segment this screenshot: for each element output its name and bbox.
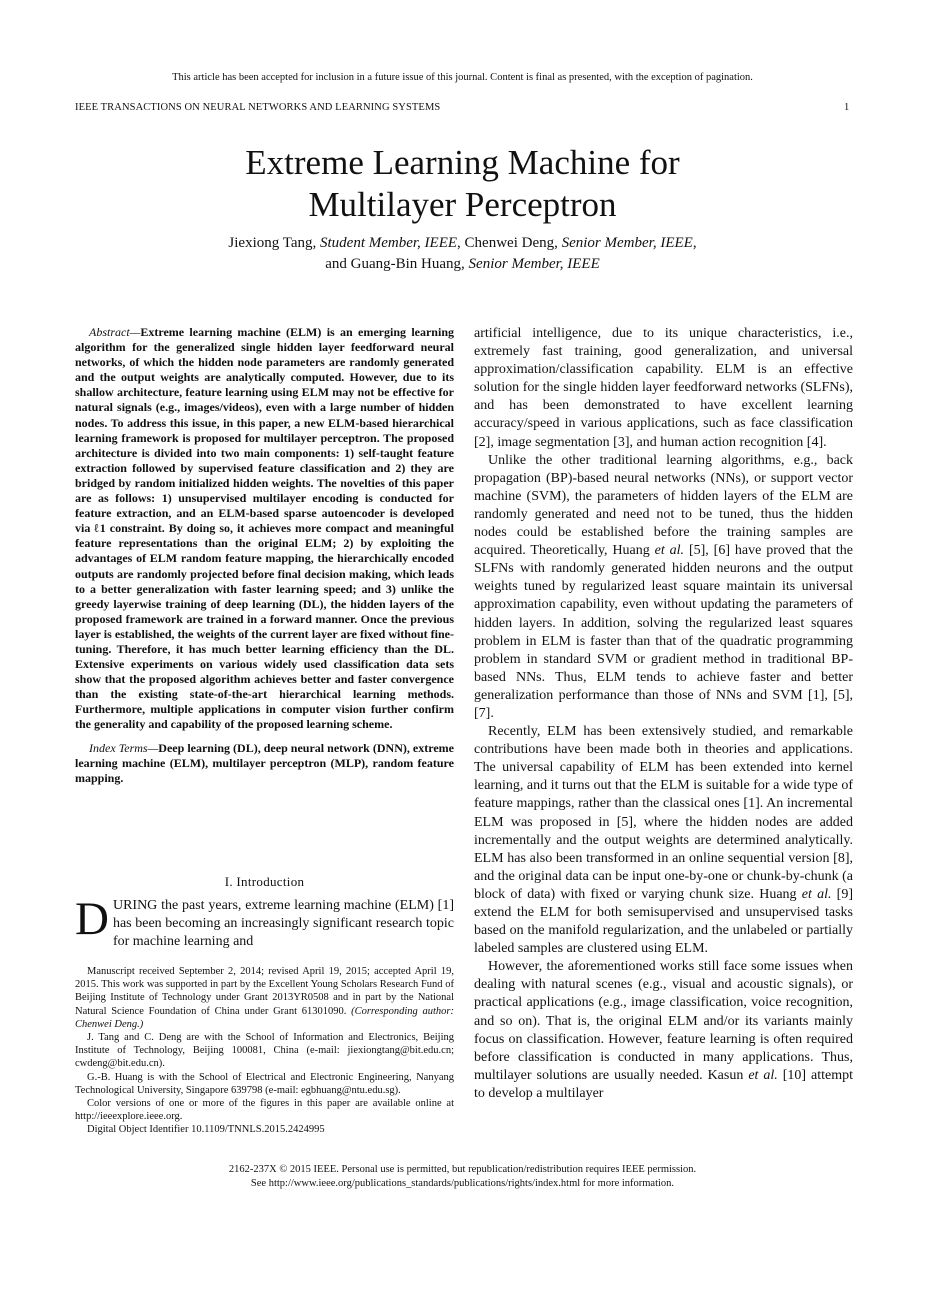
index-terms-label: Index Terms— <box>89 740 159 755</box>
author-name: and Guang-Bin Huang, <box>325 256 469 272</box>
footnote-color: Color versions of one or more of the figures in this paper are available online at http://ieeexplore.ieee.org. <box>75 1098 454 1123</box>
footnotes <box>75 965 454 1137</box>
title-line-2: Multilayer Perceptron <box>308 185 617 224</box>
author-role: Senior Member, IEEE <box>561 235 693 251</box>
abstract-label: Abstract— <box>89 325 141 339</box>
footnote-doi: Digital Object Identifier 10.1109/TNNLS.2015.2424995 <box>87 1124 325 1136</box>
drop-cap: D <box>75 893 109 945</box>
page-number: 1 <box>844 102 850 113</box>
paragraph: artificial intelligence, due to its unique characteristics, i.e., extremely fast training, good generalization, and universal approximation/classification capability. ELM is an effective solution for the single hidden layer feedforward networks (SLFNs), and has been demonstrated to have excellent learning accuracy/speed in various applications, such as face classification [2], image segmentation [3], and human action recognition [4]. <box>474 326 853 450</box>
copyright-footer <box>0 1163 925 1191</box>
introduction-text <box>75 893 454 951</box>
footnote-affiliation-2: G.-B. Huang is with the School of Electrical and Electronic Engineering, Nanyang Technological University, Singapore 639798 (e-mail: egbhuang@ntu.edu.sg). <box>75 1071 454 1096</box>
author-role: Senior Member, IEEE <box>468 256 600 272</box>
abstract-block <box>75 325 454 786</box>
author-role: Student Member, IEEE <box>320 235 458 251</box>
authors-line-1: Jiexiong Tang, Student Member, IEEE, Chenwei Deng, Senior Member, IEEE, <box>228 235 697 251</box>
index-terms <box>75 741 454 786</box>
intro-paragraph-text: URING the past years, extreme learning machine (ELM) [1] has been becoming an increasingly significant research topic for machine learning and <box>112 898 454 949</box>
footnote-affiliation-1: J. Tang and C. Deng are with the School of Information and Electronics, Beijing Institute of Technology, Beijing 100081, China (e-mail: jiexiongtang@bit.edu.cn; cwdeng@bit.edu.cn). <box>75 1032 454 1070</box>
right-column-text <box>474 325 853 1103</box>
abstract-text: Extreme learning machine (ELM) is an emerging learning algorithm for the generalized single hidden layer feedforward neural networks, of which the hidden node parameters are randomly generated and the output weights are analytically computed. However, due to its shallow architecture, feature learning using ELM may not be effective for natural signals (e.g., images/videos), even with a large number of hidden nodes. To address this issue, in this paper, a new ELM-based hierarchical learning framework is proposed for multilayer perceptron. The proposed architecture is divided into two main components: 1) self-taught feature extraction followed by supervised feature classification and 2) they are bridged by random initialized hidden weights. The novelties of this paper are as follows: 1) unsupervised multilayer encoding is conducted for feature extraction, and an ELM-based sparse autoencoder is developed via ℓ1 constraint. By doing so, it achieves more compact and meaningful feature representations than the original ELM; 2) by exploiting the advantages of ELM random feature mapping, the hierarchically encoded outputs are randomly projected before final decision making, which leads to a better generalization with faster learning speed; and 3) unlike the greedy layerwise training of deep learning (DL), the hidden layers of the proposed framework are trained in a forward manner. Once the previous layer is established, the weights of the current layer are fixed without fine-tuning. Therefore, it has much better learning efficiency than the DL. Extensive experiments on various widely used classification data sets show that the proposed algorithm achieves better and faster convergence than the existing state-of-the-art hierarchical learning methods. Furthermore, multiple applications in computer vision further confirm the generality and capability of the proposed learning scheme. <box>75 325 454 732</box>
author-list <box>0 233 925 275</box>
author-name: Chenwei Deng, <box>464 235 562 251</box>
copyright-line-2: See http://www.ieee.org/publications_standards/publications/rights/index.html for more information. <box>250 1178 675 1189</box>
acceptance-notice: This article has been accepted for inclusion in a future issue of this journal. Content is final as presented, with the exception of pagination. <box>172 72 753 83</box>
footnote-manuscript: Manuscript received September 2, 2014; revised April 19, 2015; accepted April 19, 2015. This work was supported in part by the Excellent Young Scholars Research Fund of Beijing Institute of Technology under Grant 2013YR0508 and in part by the National Natural Science Foundation of China under Grant 61301090. (Corresponding author: Chenwei Deng.) <box>75 966 455 1030</box>
author-name: Jiexiong Tang, <box>228 235 320 251</box>
journal-name: IEEE TRANSACTIONS ON NEURAL NETWORKS AND LEARNING SYSTEMS <box>75 102 441 113</box>
paragraph: Recently, ELM has been extensively studied, and remarkable contributions have been made both in theories and applications. The universal capability of ELM has been extended into kernel learning, and it turns out that the ELM is suitable for a wide type of feature mappings, rather than the classical ones [1]. An incremental ELM was proposed in [5], where the hidden nodes are added incrementally and the output weights are determined analytically. ELM has also been transformed in an online sequential version [8], and the original data can be input one-by-one or chunk-by-chunk (a block of data) with fixed or varying chunk size. Huang et al. [9] extend the ELM for both semisupervised and unsupervised tasks based on the manifold regularization, and the unlabeled or partially labeled samples are clustered using ELM. <box>474 724 854 957</box>
abstract-paragraph <box>75 325 454 733</box>
intro-paragraph <box>75 893 454 951</box>
paragraph: However, the aforementioned works still face some issues when dealing with natural scenes (e.g., visual and acoustic signals), or practical applications (e.g., image classification, voice recognition, and so on). That is, the original ELM and/or its variants mainly focus on classification. However, feature learning is often required before classification is conducted in many applications. Thus, multilayer solutions are usually needed. Kasun et al. [10] attempt to develop a multilayer <box>474 959 853 1101</box>
corresponding-author: (Corresponding author: Chenwei Deng.) <box>75 1005 455 1030</box>
paragraph: Unlike the other traditional learning algorithms, e.g., back propagation (BP)-based neural networks (NNs), or support vector machine (SVM), the parameters of hidden layers of the ELM are randomly generated and need not to be tuned, thus the hidden nodes could be established before the training samples are acquired. Theoretically, Huang et al. [5], [6] have proved that the SLFNs with randomly generated hidden neurons and the output weights tuned by regularized least square maintain its universal approximation capability, even without updating the parameters of hidden layers. In addition, solving the regularized least squares problem in ELM is faster than that of the quadratic programming problem in standard SVM or gradient method in traditional BP-based NNs. Thus, ELM tends to achieve faster and better generalization performance than those of NNs and SVM [1], [5], [7]. <box>474 452 853 721</box>
paper-title <box>0 142 925 226</box>
authors-line-2 <box>0 254 925 275</box>
index-terms-text: Deep learning (DL), deep neural network (DNN), extreme learning machine (ELM), multilayer perceptron (MLP), random feature mapping. <box>75 740 454 785</box>
copyright-line-1: 2162-237X © 2015 IEEE. Personal use is permitted, but republication/redistribution requires IEEE permission. <box>228 1164 697 1175</box>
title-line-1: Extreme Learning Machine for <box>245 143 680 182</box>
section-heading-introduction: I. Introduction <box>224 874 305 889</box>
